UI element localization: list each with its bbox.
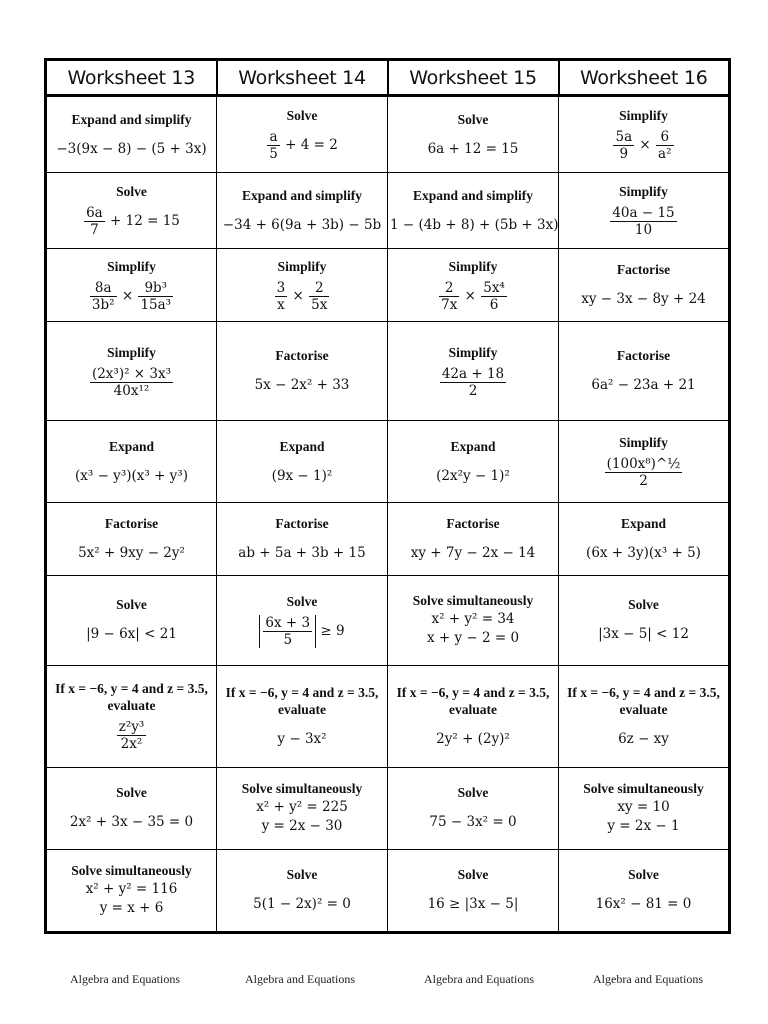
problem-expression — [561, 895, 726, 914]
problem-expression — [561, 456, 726, 489]
expression-tail: + 4 = 2 — [280, 137, 338, 154]
equation-line: x + y − 2 = 0 — [426, 630, 520, 647]
problem-cell — [559, 767, 730, 849]
problem-cell — [46, 173, 217, 249]
footer-label: Algebra and Equations — [424, 972, 534, 986]
problem-instruction: Expand — [450, 438, 496, 454]
fraction — [275, 280, 288, 313]
problem-expression — [219, 129, 385, 162]
worksheet-row — [46, 421, 730, 503]
problem-cell — [388, 249, 559, 322]
problem-instruction: Simplify — [619, 435, 668, 451]
problem-cell — [559, 421, 730, 503]
expression-text: |9 − 6x| < 21 — [86, 626, 177, 643]
fraction — [117, 719, 147, 752]
fraction-numerator: 6 — [656, 129, 673, 146]
problem-expression — [390, 813, 556, 832]
problem-cell — [388, 421, 559, 503]
problem-expression — [390, 895, 556, 914]
expression-text: 5x − 2x² + 33 — [254, 377, 350, 394]
times-sign: × — [460, 287, 481, 304]
problem-expression — [390, 140, 556, 159]
problem-instruction: Solve — [116, 597, 147, 613]
problem-cell — [559, 249, 730, 322]
fraction-denominator: 5 — [269, 146, 278, 163]
problem-expression — [219, 544, 385, 563]
problem-expression — [219, 895, 385, 914]
problem-cell — [46, 849, 217, 932]
fraction — [439, 280, 459, 313]
equation-line: x² + y² = 225 — [256, 799, 348, 816]
worksheet-row — [46, 96, 730, 173]
fraction-denominator: x — [277, 296, 285, 313]
equation-line: xy = 10 — [617, 799, 670, 816]
problem-instruction: Factorise — [275, 515, 329, 531]
problem-cell — [559, 96, 730, 173]
expression-tail: + 12 = 15 — [105, 213, 180, 230]
fraction-numerator: 6x + 3 — [265, 614, 311, 631]
problem-cell — [217, 249, 388, 322]
problem-cell — [46, 665, 217, 767]
problem-expression — [219, 798, 385, 836]
problem-cell — [559, 849, 730, 932]
problem-cell — [217, 849, 388, 932]
problem-instruction: Solve — [457, 785, 489, 801]
problem-instruction: Solve — [286, 108, 318, 124]
header-ws13: Worksheet 13 — [46, 60, 217, 96]
worksheet-row — [46, 249, 730, 322]
fraction-numerator: 8a — [90, 280, 117, 297]
fraction-denominator: 7x — [441, 296, 458, 313]
problem-expression — [49, 467, 214, 486]
problem-cell — [388, 173, 559, 249]
problem-cell — [217, 173, 388, 249]
footer-label: Algebra and Equations — [245, 972, 355, 986]
problem-expression — [390, 216, 559, 235]
problem-expression — [390, 366, 556, 399]
fraction — [440, 366, 506, 399]
problem-expression — [390, 730, 556, 749]
expression-text: 6a + 12 = 15 — [427, 140, 519, 157]
problem-expression — [219, 467, 385, 486]
expression-text: 6z − xy — [618, 730, 669, 747]
header-row — [46, 60, 730, 96]
worksheet-row — [46, 575, 730, 665]
problem-instruction: Solve simultaneously — [412, 593, 534, 609]
problem-expression — [390, 280, 556, 313]
fraction-numerator: 9b³ — [138, 280, 173, 297]
problem-cell — [559, 665, 730, 767]
problem-cell — [46, 767, 217, 849]
problem-cell — [46, 503, 217, 575]
problem-cell — [559, 322, 730, 421]
problem-instruction: Factorise — [446, 515, 500, 531]
expression-text: ab + 5a + 3b + 15 — [238, 544, 366, 561]
problem-instruction: Expand and simplify — [412, 187, 534, 203]
equation-line: y = 2x − 30 — [261, 818, 343, 835]
problem-expression — [390, 610, 556, 648]
worksheet-row — [46, 767, 730, 849]
problem-instruction: Simplify — [107, 258, 156, 274]
fraction-denominator: 10 — [634, 222, 653, 239]
problem-expression — [49, 205, 214, 238]
problem-expression — [561, 625, 726, 644]
problem-expression — [561, 544, 726, 563]
problem-instruction: Solve — [628, 597, 659, 613]
problem-cell — [217, 421, 388, 503]
header-ws15: Worksheet 15 — [388, 60, 559, 96]
problem-cell — [559, 575, 730, 665]
fraction-numerator: (2x³)² × 3x³ — [91, 365, 172, 382]
problem-expression — [49, 813, 214, 832]
fraction-numerator: 40a − 15 — [612, 205, 675, 222]
fraction-denominator: 9 — [619, 146, 629, 163]
fraction-denominator: 5 — [283, 631, 293, 648]
problem-cell — [46, 96, 217, 173]
problem-expression — [49, 719, 214, 752]
problem-expression — [561, 376, 726, 395]
fraction — [263, 615, 312, 648]
problem-cell — [46, 421, 217, 503]
problem-expression — [561, 129, 726, 162]
expression-text: 2y² + (2y)² — [436, 730, 510, 747]
problem-instruction: Factorise — [104, 515, 159, 531]
expression-text: (2x²y − 1)² — [436, 467, 510, 484]
fraction-numerator: 5x⁴ — [483, 279, 505, 296]
times-sign: × — [117, 287, 138, 304]
footer-label: Algebra and Equations — [593, 972, 703, 986]
problem-expression — [49, 880, 214, 918]
problem-cell — [388, 665, 559, 767]
problem-cell — [46, 575, 217, 665]
problem-expression — [561, 730, 726, 749]
fraction-numerator: 42a + 18 — [441, 365, 505, 382]
problem-instruction: Solve — [628, 867, 659, 883]
header-ws16: Worksheet 16 — [559, 60, 730, 96]
expression-text: 5x² + 9xy − 2y² — [78, 544, 185, 561]
worksheet-table — [44, 58, 731, 934]
fraction-numerator: (100x⁸)^½ — [606, 456, 681, 473]
problem-expression — [390, 544, 556, 563]
problem-cell — [388, 767, 559, 849]
fraction-numerator: 5a — [615, 129, 633, 146]
fraction — [610, 205, 676, 238]
fraction — [605, 456, 683, 489]
problem-instruction: If x = −6, y = 4 and z = 3.5, evaluate — [55, 681, 208, 714]
worksheet-row — [46, 322, 730, 421]
problem-instruction: If x = −6, y = 4 and z = 3.5, evaluate — [396, 684, 550, 717]
problem-instruction: Solve — [116, 184, 147, 200]
fraction-denominator: 15a³ — [140, 296, 172, 313]
fraction — [90, 366, 173, 399]
worksheet-row — [46, 503, 730, 575]
problem-instruction: Solve — [457, 867, 489, 883]
expression-text: |3x − 5| < 12 — [598, 626, 689, 643]
problem-instruction: Expand — [620, 515, 667, 531]
expression-text: 2x² + 3x − 35 = 0 — [69, 814, 194, 831]
fraction-denominator: 2 — [468, 382, 478, 399]
fraction-numerator: z²y³ — [118, 719, 145, 736]
problem-expression — [49, 366, 214, 399]
worksheet-row — [46, 665, 730, 767]
problem-cell — [217, 503, 388, 575]
problem-instruction: Simplify — [448, 344, 498, 360]
fraction-numerator: 2 — [309, 280, 329, 297]
fraction — [138, 280, 173, 313]
footer-label: Algebra and Equations — [70, 972, 180, 986]
expression-text: 1 − (4b + 8) + (5b + 3x) — [390, 216, 559, 233]
problem-expression — [561, 290, 726, 309]
expression-text: 75 − 3x² = 0 — [429, 814, 517, 831]
problem-cell — [217, 767, 388, 849]
problem-expression — [49, 625, 214, 644]
problem-instruction: Factorise — [616, 348, 671, 364]
problem-cell — [46, 322, 217, 421]
problem-cell — [217, 322, 388, 421]
problem-expression — [49, 544, 214, 563]
problem-cell — [46, 249, 217, 322]
problem-expression — [219, 376, 385, 395]
fraction-numerator: a — [267, 129, 280, 146]
fraction-denominator: 5x — [311, 296, 328, 313]
problem-instruction: Simplify — [619, 184, 668, 200]
header-ws14: Worksheet 14 — [217, 60, 388, 96]
fraction — [481, 280, 507, 313]
problem-instruction: Expand and simplify — [71, 111, 192, 127]
problem-instruction: If x = −6, y = 4 and z = 3.5, evaluate — [225, 684, 379, 717]
expression-text: −3(9x − 8) − (5 + 3x) — [56, 140, 207, 157]
worksheet-row — [46, 849, 730, 932]
expression-text: (x³ − y³)(x³ + y³) — [75, 467, 188, 484]
problem-expression — [219, 280, 385, 313]
equation-line: x² + y² = 116 — [85, 881, 178, 898]
expression-text: 16 ≥ |3x − 5| — [427, 896, 519, 913]
expression-text: y − 3x² — [277, 730, 327, 747]
fraction-denominator: 7 — [90, 222, 99, 239]
fraction-numerator: 3 — [276, 279, 286, 296]
problem-expression — [561, 798, 726, 836]
problem-instruction: Solve — [457, 111, 489, 127]
problem-instruction: If x = −6, y = 4 and z = 3.5, evaluate — [567, 684, 720, 717]
absolute-value — [259, 615, 316, 648]
expression-text: 6a² − 23a + 21 — [591, 377, 696, 394]
problem-cell — [388, 849, 559, 932]
problem-expression — [219, 216, 385, 235]
problem-cell — [559, 173, 730, 249]
fraction-denominator: 40x¹² — [113, 382, 150, 399]
fraction — [267, 129, 280, 162]
worksheet-body — [46, 96, 730, 933]
equation-line: x² + y² = 34 — [431, 611, 515, 628]
fraction — [613, 129, 634, 162]
fraction — [309, 280, 329, 313]
problem-instruction: Expand — [279, 438, 325, 454]
worksheet-row — [46, 173, 730, 249]
problem-cell — [217, 665, 388, 767]
expression-text: xy − 3x − 8y + 24 — [581, 291, 706, 308]
problem-instruction: Solve — [286, 593, 318, 609]
fraction-denominator: 2 — [639, 473, 648, 490]
problem-instruction: Factorise — [275, 348, 329, 364]
problem-instruction: Simplify — [448, 258, 498, 274]
problem-expression — [219, 730, 385, 749]
problem-instruction: Simplify — [619, 108, 668, 124]
problem-expression — [219, 615, 385, 648]
problem-instruction: Solve simultaneously — [583, 781, 704, 797]
fraction — [84, 205, 105, 238]
expression-text: 5(1 − 2x)² = 0 — [253, 896, 351, 913]
problem-expression — [390, 467, 556, 486]
fraction-denominator: 2x² — [120, 736, 143, 753]
problem-expression — [49, 140, 214, 159]
problem-instruction: Factorise — [616, 262, 671, 278]
problem-cell — [388, 503, 559, 575]
problem-cell — [217, 96, 388, 173]
times-sign: × — [288, 287, 309, 304]
fraction — [656, 129, 673, 162]
problem-instruction: Solve — [286, 867, 318, 883]
expression-text: 16x² − 81 = 0 — [595, 896, 692, 913]
problem-instruction: Solve — [116, 785, 147, 801]
problem-instruction: Solve simultaneously — [71, 863, 192, 879]
fraction-denominator: 6 — [489, 296, 499, 313]
times-sign: × — [635, 137, 656, 154]
problem-cell — [388, 322, 559, 421]
problem-expression — [561, 205, 726, 238]
problem-instruction: Expand and simplify — [241, 187, 363, 203]
fraction-denominator: 3b² — [91, 296, 115, 313]
expression-tail: ≥ 9 — [316, 622, 345, 639]
problem-instruction: Expand — [108, 438, 155, 454]
problem-cell — [388, 96, 559, 173]
problem-instruction: Simplify — [107, 344, 156, 360]
fraction-numerator: 6a — [86, 205, 103, 222]
problem-instruction: Simplify — [277, 258, 327, 274]
expression-text: −34 + 6(9a + 3b) − 5b — [222, 216, 382, 233]
expression-text: xy + 7y − 2x − 14 — [410, 544, 536, 561]
fraction — [90, 280, 117, 313]
problem-cell — [559, 503, 730, 575]
expression-text: (6x + 3y)(x³ + 5) — [586, 544, 701, 561]
problem-expression — [49, 280, 214, 313]
expression-text: (9x − 1)² — [271, 467, 333, 484]
problem-cell — [217, 575, 388, 665]
problem-instruction: Solve simultaneously — [241, 781, 363, 797]
equation-line: y = x + 6 — [99, 900, 164, 917]
fraction-denominator: a² — [658, 146, 672, 163]
fraction-numerator: 2 — [439, 280, 459, 297]
equation-line: y = 2x − 1 — [607, 818, 680, 835]
problem-cell — [388, 575, 559, 665]
